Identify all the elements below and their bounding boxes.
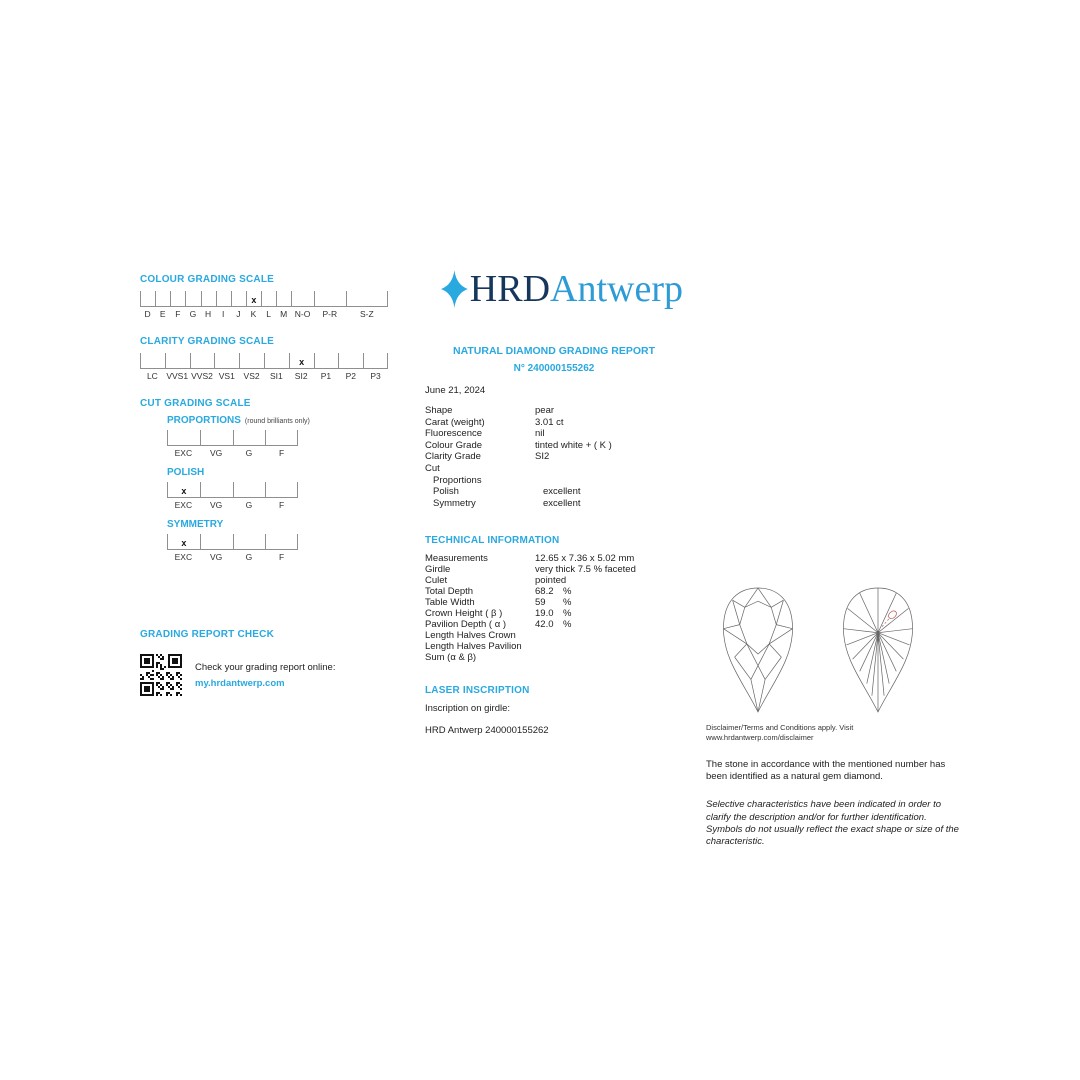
scale-label: VS2 — [243, 371, 260, 381]
field-label: Proportions — [433, 474, 482, 486]
scale-cell — [265, 430, 298, 458]
scale-cell-box — [338, 353, 363, 369]
scale-label: F — [279, 500, 285, 510]
scale-label: H — [204, 309, 212, 319]
field-label: Cut — [425, 462, 440, 474]
scale-cell — [261, 291, 276, 319]
scale-cell — [140, 291, 155, 319]
disclaimer-line1: Disclaimer/Terms and Conditions apply. Visit — [706, 723, 854, 732]
scale-cell — [165, 353, 190, 381]
pear-crown-diagram — [712, 586, 804, 714]
scale-cell — [233, 534, 266, 562]
scale-cell-box — [200, 482, 233, 498]
field-row — [425, 440, 683, 452]
scale-label: D — [144, 309, 151, 319]
field-row — [425, 417, 683, 429]
field-label: Clarity Grade — [425, 451, 481, 463]
grading-report-check-section — [140, 629, 400, 696]
natural-diamond-statement: The stone in accordance with the mentioned number has been identified as a natural gem diamond. — [706, 758, 946, 782]
field-label: Colour Grade — [425, 439, 483, 451]
scale-cell — [155, 291, 170, 319]
scale-label: SI1 — [270, 371, 283, 381]
scale-cell-box — [265, 534, 298, 550]
scale-label: P3 — [370, 371, 381, 381]
scale-cell — [200, 482, 233, 510]
scale-cell — [167, 534, 200, 562]
tech-value — [535, 631, 563, 642]
technical-info-title: TECHNICAL INFORMATION — [425, 535, 560, 547]
report-check-text: Check your grading report online: — [195, 661, 336, 673]
tech-value: 19.0 — [535, 607, 554, 619]
tech-value — [535, 642, 563, 653]
logo-antwerp-text: Antwerp — [550, 268, 683, 310]
scale-cell-box — [214, 353, 239, 369]
field-row — [425, 498, 683, 510]
report-number: N° 240000155262 — [513, 363, 595, 374]
field-value: excellent — [543, 486, 581, 498]
scale-cell-box — [216, 291, 231, 307]
cut-subscales — [140, 415, 388, 562]
report-body — [425, 256, 683, 736]
report-check-text-block — [195, 662, 335, 689]
tech-row — [425, 631, 683, 642]
scale-cell-box — [200, 534, 233, 550]
cut-subscale-title: SYMMETRY — [167, 519, 224, 530]
scale-label: EXC — [174, 500, 193, 510]
scale-cell-box — [165, 353, 190, 369]
tech-label: Girdle — [425, 564, 451, 576]
field-row — [425, 428, 683, 440]
scale-cell-box — [190, 353, 215, 369]
field-value: pear — [535, 405, 555, 416]
sparkle-star-icon — [441, 258, 468, 320]
scale-cell — [264, 353, 289, 381]
diamond-diagrams — [706, 586, 962, 714]
scale-label: G — [245, 500, 253, 510]
tech-value: pointed — [535, 575, 567, 587]
tech-value: 12.65 x 7.36 x 5.02 mm — [535, 553, 635, 565]
scale-label: K — [250, 309, 257, 319]
field-value: tinted white + ( K ) — [535, 439, 612, 451]
selective-characteristics-statement: Selective characteristics have been indicated in order to clarify the description and/or for further identification. Symbols do not usually reflect the exact shape or size of the characteristic. — [706, 799, 959, 848]
clarity-scale-ruler — [140, 353, 388, 381]
tech-unit: % — [563, 596, 572, 608]
scale-label: E — [159, 309, 166, 319]
cut-scale-section — [140, 398, 388, 562]
scale-label: F — [175, 309, 181, 319]
scale-label: LC — [146, 371, 158, 381]
disclaimer-link[interactable]: www.hrdantwerp.com/disclaimer — [706, 732, 814, 742]
scale-label: G — [245, 448, 253, 458]
tech-row — [425, 642, 683, 653]
scale-cell — [363, 353, 388, 381]
tech-row — [425, 653, 683, 664]
scale-label: EXC — [174, 448, 193, 458]
scale-cell-box — [314, 353, 339, 369]
scale-label: F — [279, 448, 285, 458]
laser-inscription-subtitle: Inscription on girdle: — [425, 703, 511, 715]
scale-cell — [185, 291, 200, 319]
scale-label: VVS1 — [166, 371, 189, 381]
field-row — [425, 451, 683, 463]
grading-results-table — [425, 405, 683, 509]
scale-cell — [140, 353, 165, 381]
cut-subscale-proportions — [167, 415, 310, 458]
scale-cell-box — [233, 430, 266, 446]
scale-cell-box — [170, 291, 185, 307]
tech-label: Sum (α & β) — [425, 651, 477, 663]
report-date: June 21, 2024 — [425, 385, 486, 396]
scale-label: EXC — [174, 552, 193, 562]
tech-value: 42.0 — [535, 618, 554, 630]
cut-scale-title: CUT GRADING SCALE — [140, 398, 251, 409]
cut-subscale-ruler — [167, 430, 298, 458]
scale-cell — [214, 353, 239, 381]
diagram-and-disclaimer-panel — [706, 586, 962, 849]
scale-cell — [338, 353, 363, 381]
field-label: Shape — [425, 405, 453, 416]
scale-cell — [200, 534, 233, 562]
scale-cell — [239, 353, 264, 381]
scale-label: M — [280, 309, 288, 319]
tech-label: Crown Height ( β ) — [425, 607, 503, 619]
scale-cell — [233, 482, 266, 510]
tech-unit — [563, 631, 583, 642]
cut-subscale-symmetry — [167, 519, 298, 562]
colour-scale-section — [140, 274, 388, 319]
field-row — [425, 405, 683, 417]
tech-unit: % — [563, 618, 572, 630]
colour-scale-title: COLOUR GRADING SCALE — [140, 274, 274, 285]
scale-cell — [200, 430, 233, 458]
report-check-title: GRADING REPORT CHECK — [140, 629, 275, 640]
cut-subscale-note: (round brilliants only) — [244, 418, 310, 425]
scale-label: N-O — [294, 309, 311, 319]
scale-cell-box — [276, 291, 291, 307]
tech-label: Length Halves Crown — [425, 629, 516, 641]
scale-cell — [246, 291, 261, 319]
scale-label: VG — [209, 448, 223, 458]
tech-value: 59 — [535, 596, 546, 608]
field-value: SI2 — [535, 451, 550, 463]
scale-cell — [276, 291, 291, 319]
field-row — [425, 486, 683, 498]
scale-cell — [289, 353, 314, 381]
scale-cell-box — [314, 291, 346, 307]
cut-subscale-ruler — [167, 534, 298, 562]
scale-label: P2 — [345, 371, 356, 381]
scale-cell-box — [200, 430, 233, 446]
hrd-antwerp-logo — [425, 256, 683, 322]
field-value: nil — [535, 428, 545, 440]
tech-unit — [563, 653, 583, 664]
scale-cell — [190, 353, 215, 381]
scale-label: P-R — [322, 309, 338, 319]
scale-label: J — [236, 309, 241, 319]
qr-code — [140, 654, 182, 696]
scale-cell-box — [289, 353, 314, 369]
tech-label: Total Depth — [425, 586, 474, 598]
pear-pavilion-diagram — [832, 586, 924, 714]
tech-unit: % — [563, 586, 572, 598]
tech-label: Length Halves Pavilion — [425, 640, 522, 652]
scale-cell-box — [167, 534, 200, 550]
tech-label: Measurements — [425, 553, 488, 565]
tech-unit: % — [563, 607, 572, 619]
tech-unit — [563, 565, 583, 576]
logo-hrd-text: HRD — [469, 268, 551, 310]
scale-cell — [265, 482, 298, 510]
scale-cell-box — [346, 291, 388, 307]
scale-label: SI2 — [294, 371, 308, 381]
scale-label: VS1 — [218, 371, 235, 381]
clarity-scale-title: CLARITY GRADING SCALE — [140, 336, 275, 347]
tech-value: 68.2 — [535, 586, 554, 598]
scale-mark: x — [299, 357, 305, 367]
scale-cell-box — [231, 291, 246, 307]
scale-label: I — [222, 309, 225, 319]
cut-subscale-title: PROPORTIONS (round brilliants only) — [167, 415, 310, 426]
scale-cell-box — [140, 291, 155, 307]
scale-cell — [314, 353, 339, 381]
scale-label: VVS2 — [191, 371, 213, 381]
tech-unit — [563, 642, 583, 653]
field-row — [425, 463, 683, 475]
field-value: excellent — [543, 497, 581, 509]
tech-value: very thick 7.5 % faceted — [535, 564, 636, 576]
scale-cell-box — [155, 291, 170, 307]
logo-wordmark — [470, 270, 683, 308]
tech-label: Pavilion Depth ( α ) — [425, 618, 506, 630]
tech-label: Table Width — [425, 596, 475, 608]
tech-label: Culet — [425, 575, 448, 587]
scale-label: VG — [209, 552, 223, 562]
disclaimer-small — [706, 723, 962, 743]
scale-cell — [216, 291, 231, 319]
colour-scale-ruler — [140, 291, 388, 319]
scale-label: S-Z — [360, 309, 374, 319]
scale-cell — [231, 291, 246, 319]
field-label: Fluorescence — [425, 428, 483, 440]
grading-scales-panel — [140, 274, 388, 571]
scale-cell — [167, 430, 200, 458]
scale-cell-box — [140, 353, 165, 369]
scale-cell — [170, 291, 185, 319]
field-label: Polish — [433, 486, 459, 498]
scale-label: G — [189, 309, 197, 319]
field-row — [425, 475, 683, 487]
scale-label: L — [266, 309, 271, 319]
technical-info-table — [425, 554, 683, 663]
scale-cell-box — [363, 353, 388, 369]
clarity-scale-section — [140, 336, 388, 381]
scale-cell-box — [261, 291, 276, 307]
tech-value — [535, 653, 563, 664]
scale-mark: x — [181, 538, 187, 548]
scale-cell — [346, 291, 388, 319]
report-title: NATURAL DIAMOND GRADING REPORT — [452, 345, 656, 357]
scale-cell-box — [264, 353, 289, 369]
scale-cell — [265, 534, 298, 562]
scale-cell-box — [239, 353, 264, 369]
scale-cell-box — [265, 430, 298, 446]
scale-cell-box — [246, 291, 261, 307]
laser-inscription-value: HRD Antwerp 240000155262 — [425, 725, 549, 737]
scale-label: P1 — [320, 371, 332, 381]
field-label: Carat (weight) — [425, 416, 485, 428]
scale-cell-box — [265, 482, 298, 498]
scale-mark: x — [181, 486, 187, 496]
scale-cell-box — [233, 534, 266, 550]
scale-cell-box — [233, 482, 266, 498]
cut-subscale-polish — [167, 467, 298, 510]
report-check-link[interactable]: my.hrdantwerp.com — [195, 677, 285, 689]
scale-label: G — [245, 552, 253, 562]
scale-cell — [314, 291, 346, 319]
scale-cell — [291, 291, 314, 319]
scale-mark: x — [251, 295, 257, 305]
scale-cell-box — [185, 291, 200, 307]
report-check-row — [140, 654, 400, 696]
field-label: Symmetry — [433, 497, 476, 509]
scale-cell-box — [201, 291, 216, 307]
scale-label: VG — [209, 500, 223, 510]
cut-subscale-title: POLISH — [167, 467, 205, 478]
scale-label: F — [279, 552, 285, 562]
scale-cell-box — [167, 430, 200, 446]
scale-cell — [201, 291, 216, 319]
scale-cell-box — [291, 291, 314, 307]
scale-cell-box — [167, 482, 200, 498]
cut-subscale-ruler — [167, 482, 298, 510]
scale-cell — [233, 430, 266, 458]
laser-inscription-title: LASER INSCRIPTION — [425, 685, 530, 697]
field-value: 3.01 ct — [535, 416, 564, 428]
scale-cell — [167, 482, 200, 510]
